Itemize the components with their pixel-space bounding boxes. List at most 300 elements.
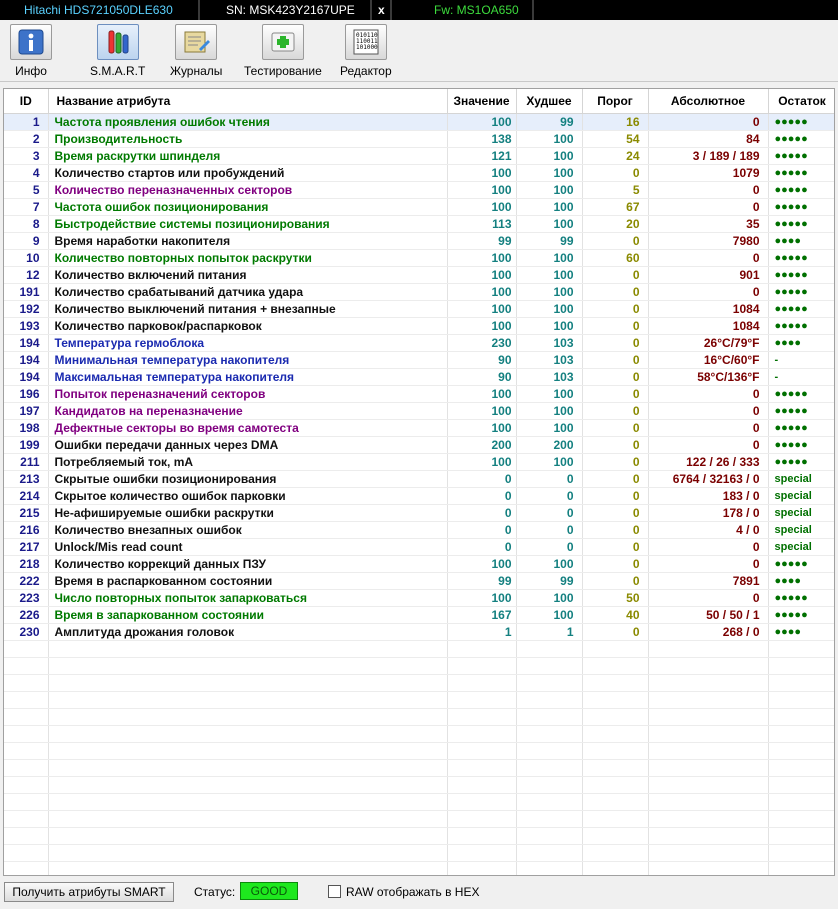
cell-value: 230 — [447, 334, 516, 351]
table-row[interactable] — [4, 402, 835, 419]
empty-cell — [4, 844, 48, 861]
cell-absolute: 50 / 50 / 1 — [648, 606, 768, 623]
table-row[interactable] — [4, 113, 835, 130]
table-row[interactable] — [4, 504, 835, 521]
cell-threshold: 50 — [582, 589, 648, 606]
cell-name: Кандидатов на переназначение — [48, 402, 447, 419]
cell-threshold: 0 — [582, 283, 648, 300]
table-row[interactable] — [4, 368, 835, 385]
cell-value: 90 — [447, 368, 516, 385]
cell-value: 100 — [447, 181, 516, 198]
table-row[interactable] — [4, 164, 835, 181]
empty-cell — [768, 759, 835, 776]
empty-cell — [48, 708, 447, 725]
cell-worst: 100 — [516, 589, 582, 606]
cell-value: 100 — [447, 453, 516, 470]
table-row[interactable] — [4, 572, 835, 589]
cell-worst: 100 — [516, 164, 582, 181]
topbar-filler — [534, 0, 838, 20]
empty-cell — [48, 793, 447, 810]
cell-name: Количество включений питания — [48, 266, 447, 283]
table-row[interactable] — [4, 283, 835, 300]
cell-name: Время в распаркованном состоянии — [48, 572, 447, 589]
cell-id: 7 — [4, 198, 48, 215]
cell-threshold: 0 — [582, 164, 648, 181]
empty-cell — [516, 827, 582, 844]
cell-id: 230 — [4, 623, 48, 640]
cell-absolute: 7891 — [648, 572, 768, 589]
table-row[interactable] — [4, 419, 835, 436]
empty-cell — [582, 691, 648, 708]
table-row[interactable] — [4, 538, 835, 555]
raw-hex-checkbox[interactable] — [328, 885, 341, 898]
cell-id: 8 — [4, 215, 48, 232]
empty-table-row — [4, 657, 835, 674]
empty-cell — [48, 861, 447, 876]
empty-cell — [447, 691, 516, 708]
cell-value: 100 — [447, 300, 516, 317]
drive-model: Hitachi HDS721050DLE630 — [0, 0, 200, 20]
table-row[interactable] — [4, 436, 835, 453]
empty-cell — [768, 861, 835, 876]
cell-absolute: 1079 — [648, 164, 768, 181]
cell-value: 100 — [447, 249, 516, 266]
empty-cell — [447, 657, 516, 674]
get-smart-attributes-button[interactable]: Получить атрибуты SMART — [4, 882, 174, 902]
cell-name: Время в запаркованном состоянии — [48, 606, 447, 623]
table-row[interactable] — [4, 232, 835, 249]
cell-worst: 100 — [516, 419, 582, 436]
cell-value: 200 — [447, 436, 516, 453]
cell-remaining: ●●●●● — [768, 419, 835, 436]
cell-threshold: 0 — [582, 419, 648, 436]
empty-cell — [516, 657, 582, 674]
empty-cell — [582, 725, 648, 742]
test-cross-icon — [262, 24, 304, 60]
cell-remaining: ●●●● — [768, 623, 835, 640]
cell-absolute: 4 / 0 — [648, 521, 768, 538]
cell-value: 113 — [447, 215, 516, 232]
cell-remaining: ●●●●● — [768, 453, 835, 470]
column-header-value[interactable]: Значение — [447, 89, 516, 113]
cell-worst: 100 — [516, 283, 582, 300]
raw-hex-label[interactable]: RAW отображать в HEX — [346, 885, 480, 899]
empty-cell — [768, 810, 835, 827]
cell-absolute: 0 — [648, 249, 768, 266]
empty-table-row — [4, 810, 835, 827]
cell-absolute: 178 / 0 — [648, 504, 768, 521]
empty-cell — [48, 691, 447, 708]
column-header-worst[interactable]: Худшее — [516, 89, 582, 113]
empty-cell — [516, 810, 582, 827]
empty-cell — [447, 640, 516, 657]
empty-cell — [582, 657, 648, 674]
status-bar — [0, 878, 838, 909]
table-row[interactable] — [4, 606, 835, 623]
empty-cell — [4, 827, 48, 844]
cell-remaining: - — [768, 351, 835, 368]
empty-cell — [582, 759, 648, 776]
empty-cell — [4, 674, 48, 691]
cell-value: 100 — [447, 266, 516, 283]
cell-absolute: 0 — [648, 555, 768, 572]
info-icon — [10, 24, 52, 60]
empty-cell — [648, 742, 768, 759]
cell-absolute: 0 — [648, 113, 768, 130]
cell-remaining: ●●●●● — [768, 385, 835, 402]
table-row[interactable] — [4, 623, 835, 640]
cell-worst: 200 — [516, 436, 582, 453]
table-row[interactable] — [4, 521, 835, 538]
cell-worst: 0 — [516, 504, 582, 521]
cell-worst: 1 — [516, 623, 582, 640]
table-row[interactable] — [4, 215, 835, 232]
cell-threshold: 0 — [582, 538, 648, 555]
cell-value: 99 — [447, 232, 516, 249]
column-header-name[interactable]: Название атрибута — [48, 89, 447, 113]
empty-cell — [447, 793, 516, 810]
cell-worst: 99 — [516, 113, 582, 130]
toolbar — [0, 20, 838, 82]
cell-worst: 0 — [516, 487, 582, 504]
empty-cell — [768, 640, 835, 657]
empty-cell — [48, 640, 447, 657]
cell-remaining: ●●●●● — [768, 249, 835, 266]
cell-threshold: 0 — [582, 555, 648, 572]
empty-cell — [447, 827, 516, 844]
cell-absolute: 16°C/60°F — [648, 351, 768, 368]
cell-remaining: ●●●●● — [768, 402, 835, 419]
journals-button[interactable] — [170, 24, 222, 78]
cell-name: Минимальная температура накопителя — [48, 351, 447, 368]
cell-id: 5 — [4, 181, 48, 198]
cell-value: 90 — [447, 351, 516, 368]
cell-id: 3 — [4, 147, 48, 164]
cell-absolute: 0 — [648, 436, 768, 453]
empty-cell — [582, 742, 648, 759]
empty-cell — [516, 861, 582, 876]
column-header-remaining[interactable]: Остаток — [768, 89, 835, 113]
cell-remaining: ●●●●● — [768, 198, 835, 215]
journal-icon — [175, 24, 217, 60]
cell-value: 167 — [447, 606, 516, 623]
empty-cell — [447, 844, 516, 861]
cell-worst: 100 — [516, 147, 582, 164]
cell-name: Время раскрутки шпинделя — [48, 147, 447, 164]
cell-name: Попыток переназначений секторов — [48, 385, 447, 402]
cell-name: Температура гермоблока — [48, 334, 447, 351]
cell-absolute: 0 — [648, 198, 768, 215]
table-row[interactable] — [4, 334, 835, 351]
cell-id: 10 — [4, 249, 48, 266]
cell-worst: 100 — [516, 181, 582, 198]
empty-cell — [516, 759, 582, 776]
empty-cell — [582, 640, 648, 657]
empty-cell — [48, 844, 447, 861]
cell-threshold: 0 — [582, 572, 648, 589]
table-row[interactable] — [4, 470, 835, 487]
smart-button[interactable] — [90, 24, 145, 78]
empty-cell — [768, 827, 835, 844]
empty-cell — [768, 844, 835, 861]
cell-worst: 100 — [516, 130, 582, 147]
column-header-absolute[interactable]: Абсолютное — [648, 89, 768, 113]
cell-id: 196 — [4, 385, 48, 402]
testing-button-label: Тестирование — [244, 64, 322, 78]
empty-cell — [447, 776, 516, 793]
cell-id: 218 — [4, 555, 48, 572]
cell-value: 100 — [447, 113, 516, 130]
cell-name: Ошибки передачи данных через DMA — [48, 436, 447, 453]
cell-worst: 99 — [516, 232, 582, 249]
cell-id: 199 — [4, 436, 48, 453]
empty-cell — [4, 793, 48, 810]
cell-id: 1 — [4, 113, 48, 130]
cell-worst: 0 — [516, 538, 582, 555]
cell-name: Частота проявления ошибок чтения — [48, 113, 447, 130]
cell-name: Количество стартов или пробуждений — [48, 164, 447, 181]
cell-worst: 100 — [516, 402, 582, 419]
cell-name: Быстродействие системы позиционирования — [48, 215, 447, 232]
cell-id: 217 — [4, 538, 48, 555]
cell-remaining: ●●●●● — [768, 606, 835, 623]
cell-value: 100 — [447, 317, 516, 334]
cell-absolute: 26°C/79°F — [648, 334, 768, 351]
empty-cell — [582, 776, 648, 793]
empty-table-row — [4, 776, 835, 793]
empty-table-row — [4, 759, 835, 776]
smart-attributes-table[interactable] — [3, 88, 835, 876]
cell-threshold: 40 — [582, 606, 648, 623]
cell-absolute: 58°C/136°F — [648, 368, 768, 385]
cell-worst: 100 — [516, 300, 582, 317]
empty-cell — [648, 776, 768, 793]
cell-remaining: ●●●● — [768, 334, 835, 351]
empty-table-row — [4, 742, 835, 759]
cell-worst: 100 — [516, 215, 582, 232]
journals-button-label: Журналы — [170, 64, 223, 78]
cell-name: Количество срабатываний датчика удара — [48, 283, 447, 300]
cell-threshold: 0 — [582, 317, 648, 334]
binary-editor-icon — [345, 24, 387, 60]
close-drive-button[interactable]: x — [372, 0, 392, 20]
empty-cell — [4, 691, 48, 708]
cell-id: 193 — [4, 317, 48, 334]
empty-cell — [447, 674, 516, 691]
cell-remaining: ●●●●● — [768, 317, 835, 334]
cell-remaining: ●●●●● — [768, 215, 835, 232]
table-row[interactable] — [4, 351, 835, 368]
cell-id: 192 — [4, 300, 48, 317]
empty-cell — [648, 810, 768, 827]
empty-cell — [582, 708, 648, 725]
cell-worst: 100 — [516, 317, 582, 334]
empty-cell — [648, 827, 768, 844]
empty-cell — [48, 810, 447, 827]
testing-button[interactable] — [244, 24, 322, 78]
cell-value: 100 — [447, 385, 516, 402]
cell-worst: 100 — [516, 198, 582, 215]
cell-id: 4 — [4, 164, 48, 181]
cell-name: Потребляемый ток, mA — [48, 453, 447, 470]
empty-table-row — [4, 861, 835, 876]
status-badge: GOOD — [240, 882, 298, 900]
cell-threshold: 0 — [582, 266, 648, 283]
empty-cell — [516, 708, 582, 725]
empty-cell — [768, 776, 835, 793]
table-row[interactable] — [4, 487, 835, 504]
empty-cell — [516, 844, 582, 861]
cell-threshold: 0 — [582, 402, 648, 419]
empty-cell — [582, 861, 648, 876]
empty-table-row — [4, 640, 835, 657]
cell-name: Не-афишируемые ошибки раскрутки — [48, 504, 447, 521]
cell-absolute: 0 — [648, 385, 768, 402]
cell-absolute: 268 / 0 — [648, 623, 768, 640]
empty-cell — [4, 810, 48, 827]
cell-remaining: ●●●●● — [768, 436, 835, 453]
cell-threshold: 0 — [582, 351, 648, 368]
cell-absolute: 3 / 189 / 189 — [648, 147, 768, 164]
empty-cell — [48, 776, 447, 793]
cell-value: 0 — [447, 470, 516, 487]
empty-cell — [582, 844, 648, 861]
cell-worst: 100 — [516, 453, 582, 470]
empty-cell — [768, 657, 835, 674]
table-row[interactable] — [4, 147, 835, 164]
cell-absolute: 183 / 0 — [648, 487, 768, 504]
empty-cell — [582, 793, 648, 810]
cell-name: Количество коррекций данных ПЗУ — [48, 555, 447, 572]
empty-cell — [648, 759, 768, 776]
empty-cell — [768, 793, 835, 810]
empty-cell — [516, 742, 582, 759]
column-header-id[interactable]: ID — [4, 89, 48, 113]
table-row[interactable] — [4, 300, 835, 317]
empty-cell — [4, 640, 48, 657]
cell-absolute: 0 — [648, 419, 768, 436]
table-row[interactable] — [4, 453, 835, 470]
empty-cell — [4, 708, 48, 725]
cell-name: Время наработки накопителя — [48, 232, 447, 249]
empty-cell — [447, 725, 516, 742]
cell-name: Скрытые ошибки позиционирования — [48, 470, 447, 487]
empty-cell — [768, 691, 835, 708]
svg-text:110011: 110011 — [355, 38, 378, 45]
cell-name: Количество выключений питания + внезапные — [48, 300, 447, 317]
smart-test-tubes-icon — [97, 24, 139, 60]
info-button[interactable] — [10, 24, 52, 78]
table-row[interactable] — [4, 266, 835, 283]
cell-remaining: special — [768, 504, 835, 521]
cell-remaining: ●●●●● — [768, 266, 835, 283]
cell-absolute: 35 — [648, 215, 768, 232]
empty-cell — [48, 657, 447, 674]
cell-name: Максимальная температура накопителя — [48, 368, 447, 385]
empty-cell — [4, 861, 48, 876]
cell-value: 99 — [447, 572, 516, 589]
empty-cell — [648, 640, 768, 657]
empty-cell — [48, 759, 447, 776]
empty-cell — [447, 708, 516, 725]
cell-absolute: 6764 / 32163 / 0 — [648, 470, 768, 487]
cell-id: 222 — [4, 572, 48, 589]
cell-name: Амплитуда дрожания головок — [48, 623, 447, 640]
drive-firmware: Fw: MS1OA650 — [392, 0, 534, 20]
cell-value: 121 — [447, 147, 516, 164]
empty-cell — [768, 725, 835, 742]
cell-worst: 0 — [516, 470, 582, 487]
info-button-label: Инфо — [15, 64, 47, 78]
empty-cell — [582, 827, 648, 844]
cell-worst: 100 — [516, 266, 582, 283]
table-row[interactable] — [4, 130, 835, 147]
editor-button[interactable] — [340, 24, 392, 78]
cell-name: Производительность — [48, 130, 447, 147]
status-label: Статус: — [194, 885, 236, 899]
cell-threshold: 0 — [582, 470, 648, 487]
table-row[interactable] — [4, 249, 835, 266]
empty-cell — [4, 725, 48, 742]
empty-cell — [48, 674, 447, 691]
cell-worst: 103 — [516, 368, 582, 385]
cell-name: Частота ошибок позиционирования — [48, 198, 447, 215]
empty-cell — [4, 776, 48, 793]
cell-threshold: 0 — [582, 334, 648, 351]
cell-threshold: 60 — [582, 249, 648, 266]
cell-remaining: special — [768, 470, 835, 487]
cell-absolute: 901 — [648, 266, 768, 283]
cell-value: 100 — [447, 402, 516, 419]
cell-id: 2 — [4, 130, 48, 147]
table-row[interactable] — [4, 589, 835, 606]
empty-table-row — [4, 708, 835, 725]
table-row[interactable] — [4, 181, 835, 198]
cell-value: 0 — [447, 487, 516, 504]
cell-value: 100 — [447, 198, 516, 215]
cell-threshold: 0 — [582, 487, 648, 504]
table-row[interactable] — [4, 317, 835, 334]
cell-remaining: ●●●●● — [768, 147, 835, 164]
empty-cell — [516, 640, 582, 657]
cell-remaining: ●●●●● — [768, 300, 835, 317]
empty-cell — [768, 742, 835, 759]
empty-cell — [4, 657, 48, 674]
empty-cell — [447, 810, 516, 827]
cell-remaining: ●●●●● — [768, 589, 835, 606]
cell-id: 9 — [4, 232, 48, 249]
table-row[interactable] — [4, 555, 835, 572]
cell-remaining: ●●●●● — [768, 130, 835, 147]
cell-name: Дефектные секторы во время самотеста — [48, 419, 447, 436]
empty-cell — [648, 674, 768, 691]
cell-name: Количество парковок/распарковок — [48, 317, 447, 334]
cell-threshold: 54 — [582, 130, 648, 147]
column-header-threshold[interactable]: Порог — [582, 89, 648, 113]
cell-absolute: 0 — [648, 538, 768, 555]
cell-value: 138 — [447, 130, 516, 147]
cell-threshold: 0 — [582, 623, 648, 640]
cell-remaining: ●●●● — [768, 232, 835, 249]
empty-cell — [447, 861, 516, 876]
cell-value: 1 — [447, 623, 516, 640]
table-row[interactable] — [4, 385, 835, 402]
table-row[interactable] — [4, 198, 835, 215]
cell-threshold: 0 — [582, 232, 648, 249]
empty-cell — [516, 793, 582, 810]
cell-remaining: ●●●●● — [768, 181, 835, 198]
cell-remaining: ●●●●● — [768, 555, 835, 572]
